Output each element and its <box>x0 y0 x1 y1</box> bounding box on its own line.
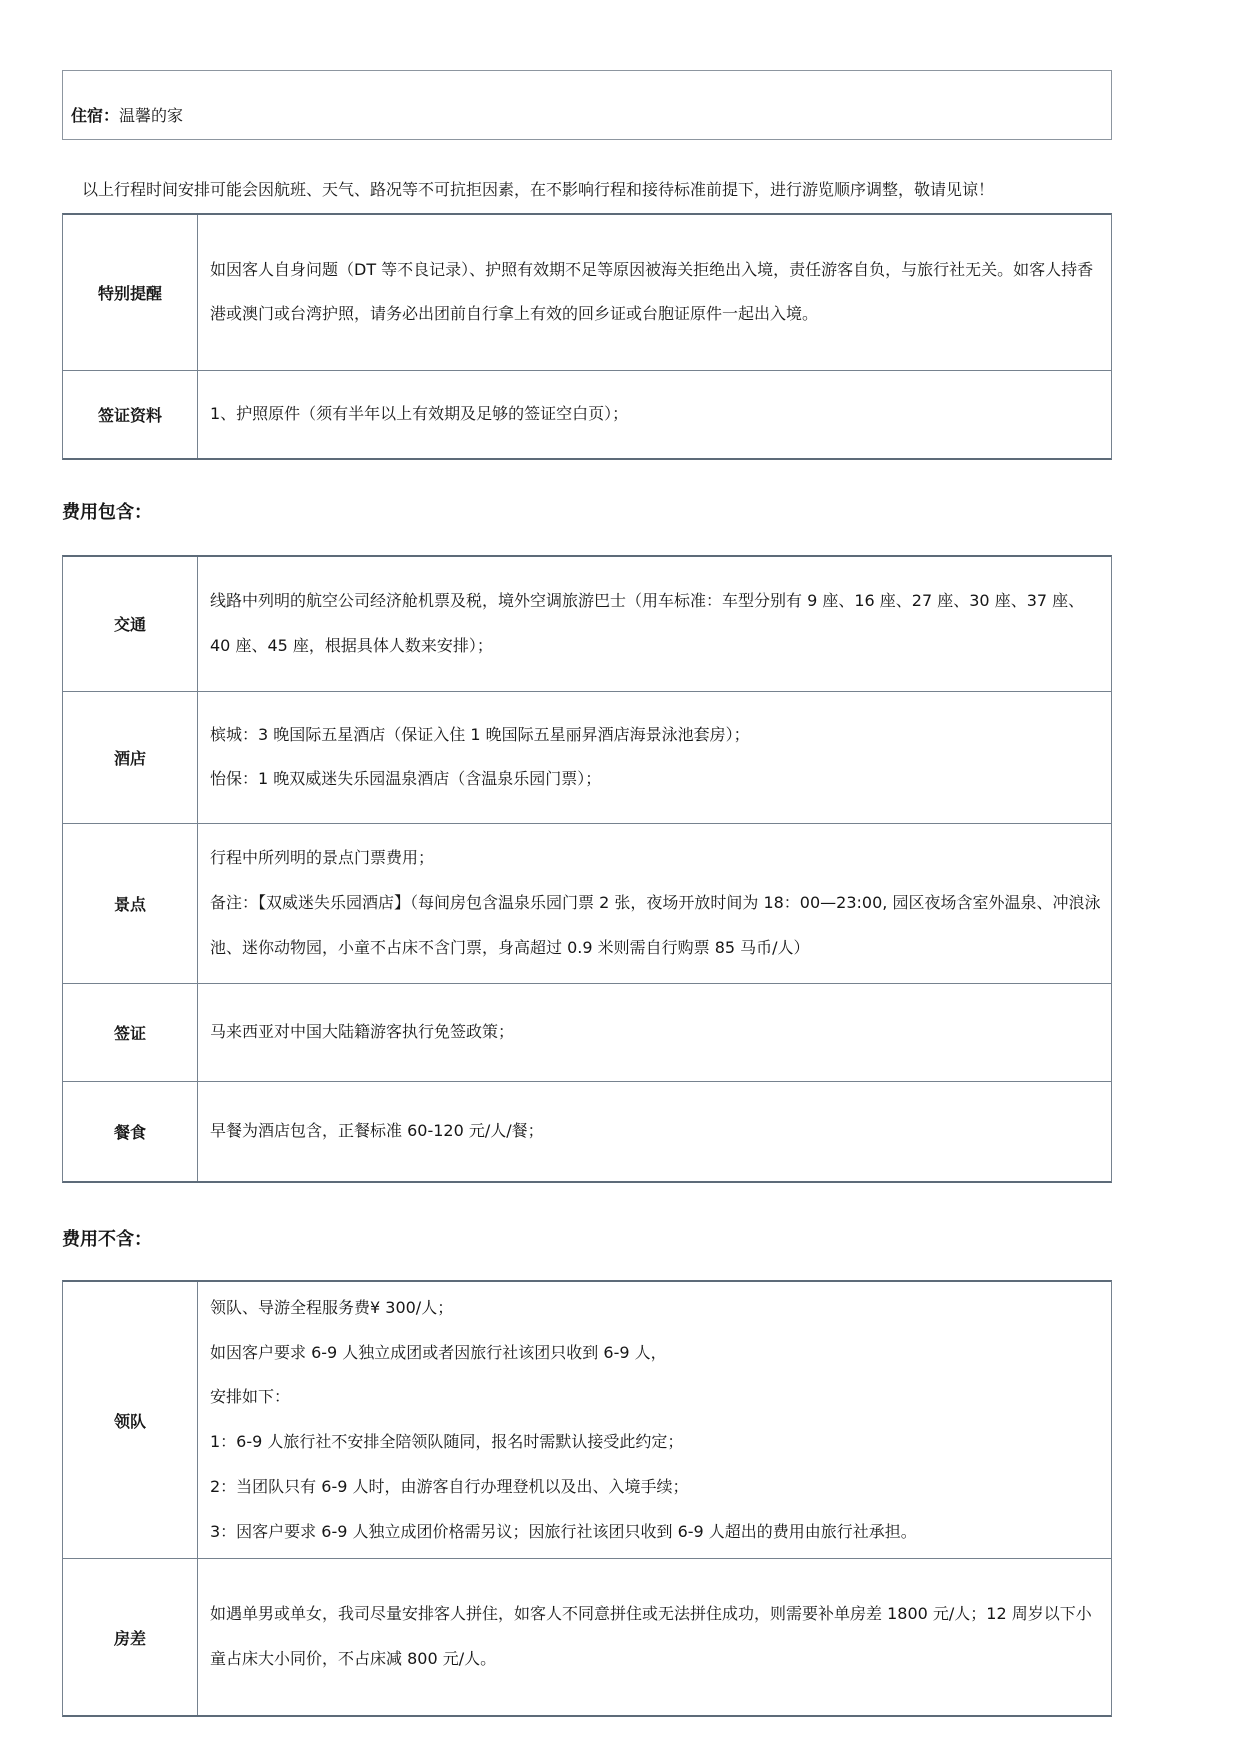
row-line: 怡保：1 晚双威迷失乐园温泉酒店（含温泉乐园门票）； <box>210 769 602 789</box>
accommodation-value: 温馨的家 <box>119 105 184 125</box>
row-label-attractions: 景点 <box>63 824 198 983</box>
row-label-transport: 交通 <box>63 557 198 691</box>
row-content-attractions <box>198 824 1111 983</box>
table-row-transport <box>63 557 1111 691</box>
document-page <box>62 0 1112 1717</box>
table-row-hotel <box>63 691 1111 823</box>
row-line: 早餐为酒店包含，正餐标准 60-120 元/人/餐； <box>210 1121 544 1141</box>
row-line: 2：当团队只有 6-9 人时，由游客自行办理登机以及出、入境手续； <box>210 1476 689 1496</box>
fee-include-table <box>62 555 1112 1183</box>
accommodation-label: 住宿： <box>71 105 120 125</box>
row-content-special-reminder <box>198 215 1111 370</box>
row-label-hotel: 酒店 <box>63 692 198 823</box>
row-line: 行程中所列明的景点门票费用； <box>210 848 435 868</box>
row-label-visa: 签证 <box>63 984 198 1081</box>
row-line: 线路中列明的航空公司经济舱机票及税，境外空调旅游巴士（用车标准：车型分别有 9 座、16 座、27 座、30 座、37 座、40 座、45 座，根据具体人数来安排）； <box>210 591 1085 655</box>
row-line: 备注：【双威迷失乐园酒店】（每间房包含温泉乐园门票 2 张，夜场开放时间为 18：00—23:00, 园区夜场含室外温泉、冲浪泳池、迷你动物园，小童不占床不含门票，身高超过 0.9 米则需自行购票 85 马币/人） <box>210 893 1101 957</box>
table-row-visa <box>63 983 1111 1081</box>
fee-exclude-table <box>62 1280 1112 1717</box>
table-row-attractions <box>63 823 1111 983</box>
row-content-visa <box>198 984 1111 1081</box>
row-label-single-supplement: 房差 <box>63 1559 198 1715</box>
row-line: 如因客人自身问题（DT 等不良记录）、护照有效期不足等原因被海关拒绝出入境，责任游客自负，与旅行社无关。如客人持香港或澳门或台湾护照，请务必出团前自行拿上有效的回乡证或台胞证原件一起出入境。 <box>210 259 1094 324</box>
row-label-visa-docs: 签证资料 <box>63 371 198 458</box>
row-line: 1：6-9 人旅行社不安排全陪领队随同，报名时需默认接受此约定； <box>210 1432 684 1452</box>
row-content-hotel <box>198 692 1111 823</box>
fee-include-heading: 费用包含： <box>62 501 152 523</box>
row-content-tour-leader <box>198 1282 1111 1558</box>
row-line: 领队、导游全程服务费¥ 300/人； <box>210 1297 454 1317</box>
row-line: 安排如下： <box>210 1387 291 1407</box>
row-label-tour-leader: 领队 <box>63 1282 198 1558</box>
accommodation-box <box>62 70 1112 140</box>
fee-exclude-heading: 费用不含： <box>62 1228 152 1250</box>
row-content-single-supplement <box>198 1559 1111 1715</box>
table-row-single-supplement <box>63 1558 1111 1715</box>
row-line: 槟城：3 晚国际五星酒店（保证入住 1 晚国际五星丽昇酒店海景泳池套房）； <box>210 724 750 744</box>
notice-text: 以上行程时间安排可能会因航班、天气、路况等不可抗拒因素，在不影响行程和接待标准前提下，进行游览顺序调整，敬请见谅！ <box>82 180 995 199</box>
row-content-transport <box>198 557 1111 691</box>
table-row-meals <box>63 1081 1111 1181</box>
row-line: 如遇单男或单女，我司尽量安排客人拼住，如客人不同意拼住或无法拼住成功，则需要补单房差 1800 元/人；12 周岁以下小童占床大小同价，不占床减 800 元/人。 <box>210 1604 1092 1669</box>
row-line: 3：因客户要求 6-9 人独立成团价格需另议；因旅行社该团只收到 6-9 人超出的费用由旅行社承担。 <box>210 1521 917 1541</box>
table-row-tour-leader <box>63 1282 1111 1558</box>
reminder-table <box>62 213 1112 460</box>
table-row-visa-docs <box>63 370 1111 458</box>
row-label-special-reminder: 特别提醒 <box>63 215 198 370</box>
row-label-meals: 餐食 <box>63 1082 198 1181</box>
row-line: 马来西亚对中国大陆籍游客执行免签政策； <box>210 1022 515 1042</box>
row-line: 如因客户要求 6-9 人独立成团或者因旅行社该团只收到 6-9 人， <box>210 1342 667 1362</box>
row-content-meals <box>198 1082 1111 1181</box>
row-line: 1、护照原件（须有半年以上有效期及足够的签证空白页）； <box>210 403 629 423</box>
accommodation-line <box>71 105 183 127</box>
row-content-visa-docs <box>198 371 1111 458</box>
table-row-special-reminder <box>63 215 1111 370</box>
